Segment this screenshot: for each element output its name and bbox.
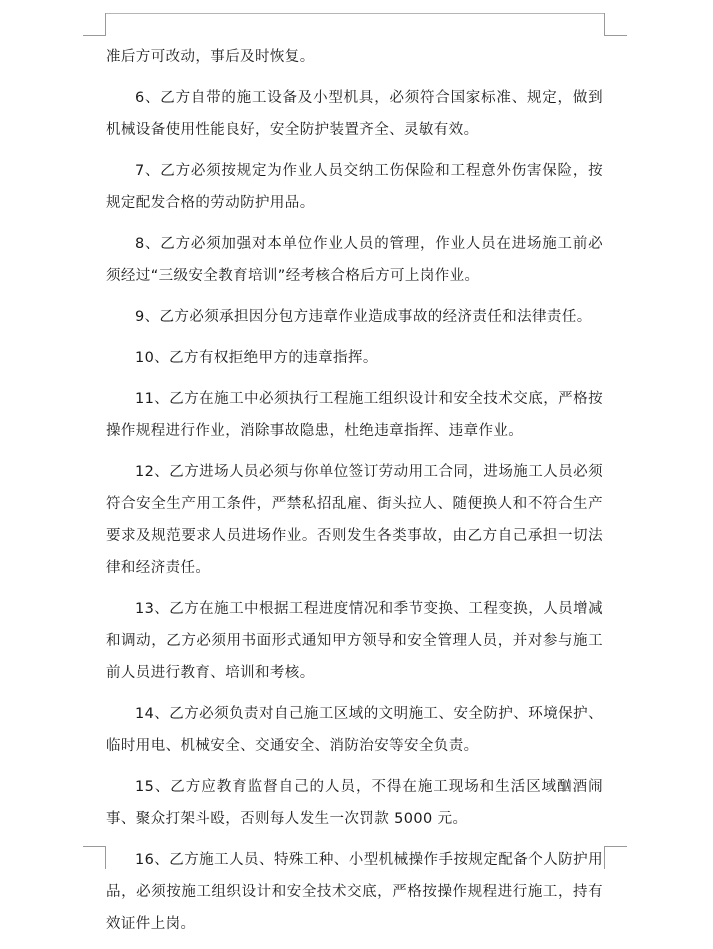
paragraph-clause-11: 11、乙方在施工中必须执行工程施工组织设计和安全技术交底，严格按操作规程进行作业，消除事故隐患，杜绝违章指挥、违章作业。 — [106, 391, 603, 439]
paragraph-clause-10: 10、乙方有权拒绝甲方的违章指挥。 — [135, 350, 378, 366]
document-body — [106, 41, 603, 949]
paragraph-clause-6: 6、乙方自带的施工设备及小型机具，必须符合国家标准、规定，做到机械设备使用性能良好，安全防护装置齐全、灵敏有效。 — [106, 90, 603, 138]
paragraph-clause-14: 14、乙方必须负责对自己施工区域的文明施工、安全防护、环境保护、临时用电、机械安全、交通安全、消防治安等安全负责。 — [106, 706, 603, 754]
crop-mark-top-right — [604, 13, 627, 36]
crop-mark-bottom-right — [604, 846, 627, 869]
paragraph-clause-13: 13、乙方在施工中根据工程进度情况和季节变换、工程变换，人员增减和调动，乙方必须用书面形式通知甲方领导和安全管理人员，并对参与施工前人员进行教育、培训和考核。 — [106, 601, 603, 681]
paragraph-clause-15: 15、乙方应教育监督自己的人员，不得在施工现场和生活区域酗酒闹事、聚众打架斗殴，否则每人发生一次罚款 5000 元。 — [106, 779, 603, 827]
page-top-border — [105, 13, 604, 14]
paragraph-clause-9: 9、乙方必须承担因分包方违章作业造成事故的经济责任和法律责任。 — [135, 309, 592, 325]
paragraph-clause-7: 7、乙方必须按规定为作业人员交纳工伤保险和工程意外伤害保险，按规定配发合格的劳动防护用品。 — [106, 163, 603, 211]
crop-mark-bottom-left — [83, 846, 106, 869]
paragraph-clause-12: 12、乙方进场人员必须与你单位签订劳动用工合同，进场施工人员必须符合安全生产用工条件，严禁私招乱雇、街头拉人、随便换人和不符合生产要求及规范要求人员进场作业。否则发生各类事故，由乙方自己承担一切法律和经济责任。 — [106, 464, 603, 576]
paragraph-continuation: 准后方可改动，事后及时恢复。 — [106, 49, 315, 65]
paragraph-clause-8: 8、乙方必须加强对本单位作业人员的管理，作业人员在进场施工前必须经过“三级安全教育培训”经考核合格后方可上岗作业。 — [106, 236, 603, 284]
crop-mark-top-left — [83, 13, 106, 36]
paragraph-clause-16: 16、乙方施工人员、特殊工种、小型机械操作手按规定配备个人防护用品，必须按施工组织设计和安全技术交底，严格按操作规程进行施工，持有效证件上岗。 — [106, 852, 603, 932]
